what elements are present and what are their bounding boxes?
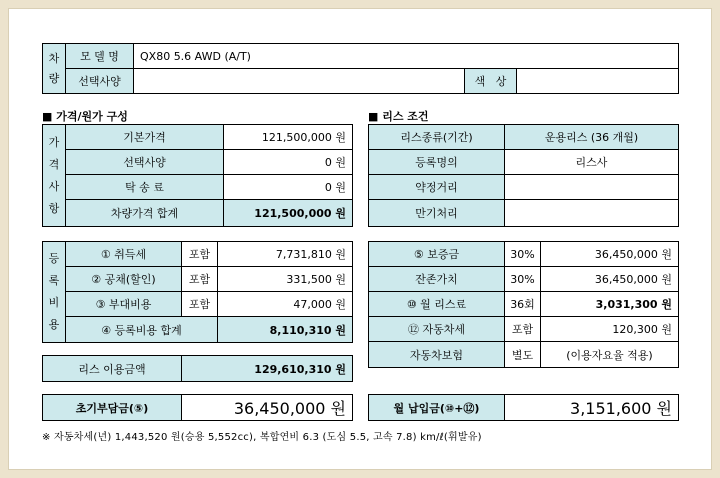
vehicle-side-char: 차 (48, 51, 60, 65)
model-label: 모 델 명 (66, 44, 134, 69)
vehicle-side-header (43, 44, 66, 93)
price-row-label: 탁 송 료 (66, 175, 224, 200)
cost-row-label: 자동차보험 (369, 342, 505, 367)
price-side-header (43, 125, 66, 226)
cost-row-label: ⑫ 자동차세 (369, 317, 505, 342)
cost-row-value: (이용자요율 적용) (566, 348, 653, 362)
options-value (134, 69, 465, 93)
price-side-char: 격 (48, 157, 60, 171)
vehicle-info-table (42, 43, 679, 94)
registration-side-char: 록 (48, 274, 60, 287)
color-label: 색 상 (465, 69, 517, 93)
lease-cost-table (368, 241, 679, 368)
registration-side-header (43, 242, 66, 342)
registration-row-type: 포함 (182, 267, 218, 292)
lease-amount-table (42, 355, 353, 382)
cost-row-label: ⑩ 월 리스료 (369, 292, 505, 317)
registration-row-value: 47,000 원 (218, 292, 352, 317)
initial-payment-table (42, 394, 353, 421)
registration-row-type: 포함 (182, 292, 218, 317)
registration-row-label: ③ 부대비용 (66, 292, 182, 317)
lease-amount-value: 129,610,310 원 (182, 356, 352, 381)
price-side-char: 가 (48, 135, 60, 149)
footnote: ※ 자동차세(년) 1,443,520 원(승용 5,552cc), 복합연비 6.3 (도심 5.5, 고속 7.8) km/ℓ(휘발유) (42, 432, 482, 443)
monthly-lease-value: 3,031,300 원 (541, 292, 678, 317)
registration-total-label: ④ 등록비용 합계 (66, 317, 218, 342)
options-label: 선택사양 (66, 69, 134, 93)
lease-row-value (505, 200, 678, 226)
price-row-value: 0 원 (224, 175, 352, 200)
registration-side-char: 등 (48, 252, 60, 265)
price-table (42, 124, 353, 227)
cost-row-mid: 30% (505, 242, 541, 267)
lease-row-value (505, 175, 678, 200)
initial-payment-label: 초기부담금(⑤) (43, 395, 182, 420)
price-side-char: 항 (48, 201, 60, 215)
lease-conditions-table (368, 124, 679, 227)
lease-amount-label: 리스 이용금액 (43, 356, 182, 381)
registration-row-value: 7,731,810 원 (218, 242, 352, 267)
lease-row-value: 운용리스 (36 개월) (505, 125, 678, 150)
lease-row-label: 약정거리 (369, 175, 505, 200)
lease-row-label: 리스종류(기간) (369, 125, 505, 150)
registration-side-char: 용 (48, 318, 60, 331)
cost-row-mid: 36회 (505, 292, 541, 317)
lease-row-value: 리스사 (505, 150, 678, 175)
registration-cost-table (42, 241, 353, 343)
lease-row-label: 만기처리 (369, 200, 505, 226)
cost-row-label: ⑤ 보증금 (369, 242, 505, 267)
cost-row-value: 36,450,000 원 (541, 267, 678, 292)
monthly-payment-value: 3,151,600 원 (570, 399, 672, 418)
cost-row-label: 잔존가치 (369, 267, 505, 292)
monthly-payment-table (368, 394, 679, 421)
registration-row-type: 포함 (182, 242, 218, 267)
lease-row-label: 등록명의 (369, 150, 505, 175)
color-value (517, 69, 679, 93)
price-total-value: 121,500,000 원 (224, 200, 352, 226)
registration-row-label: ② 공채(할인) (66, 267, 182, 292)
price-side-char: 사 (48, 179, 60, 193)
registration-row-value: 331,500 원 (218, 267, 352, 292)
lease-section-heading: ■ 리스 조건 (368, 110, 429, 123)
price-section-heading: ■ 가격/원가 구성 (42, 110, 128, 123)
cost-row-value: 36,450,000 원 (541, 242, 678, 267)
initial-payment-value: 36,450,000 원 (233, 399, 346, 418)
price-total-label: 차량가격 합계 (66, 200, 224, 226)
vehicle-side-char: 량 (48, 71, 60, 85)
registration-row-label: ① 취득세 (66, 242, 182, 267)
cost-row-mid: 별도 (505, 342, 541, 367)
monthly-payment-label: 월 납입금(⑩+⑫) (369, 395, 505, 420)
model-value: QX80 5.6 AWD (A/T) (134, 44, 679, 69)
price-row-label: 기본가격 (66, 125, 224, 150)
registration-total-value: 8,110,310 원 (218, 317, 352, 342)
price-row-label: 선택사양 (66, 150, 224, 175)
cost-row-mid: 포함 (505, 317, 541, 342)
registration-side-char: 비 (48, 296, 60, 309)
price-row-value: 121,500,000 원 (224, 125, 352, 150)
price-row-value: 0 원 (224, 150, 352, 175)
cost-row-mid: 30% (505, 267, 541, 292)
cost-row-value: 120,300 원 (541, 317, 678, 342)
